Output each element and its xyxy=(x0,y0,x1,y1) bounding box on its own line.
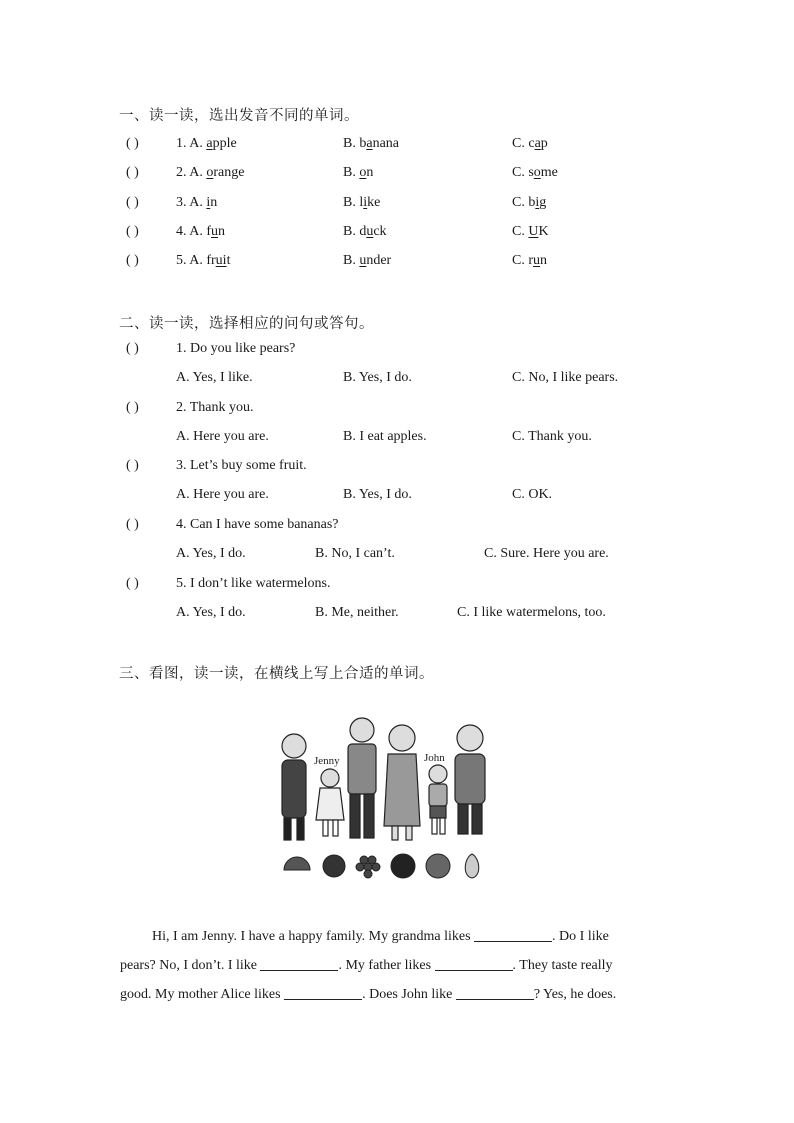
option-a-pre: f xyxy=(206,223,212,239)
answer-paren[interactable]: ( ) xyxy=(126,458,139,473)
question-number: 1. A. xyxy=(176,136,203,151)
option-c xyxy=(512,165,558,181)
option-c-post: K xyxy=(538,223,549,239)
option-b-post: nana xyxy=(372,136,399,151)
option-a: A. Yes, I do. xyxy=(176,605,246,620)
blank-5[interactable] xyxy=(456,985,534,1000)
fruit-row xyxy=(284,854,479,878)
option-a-post: t xyxy=(226,253,231,269)
answer-paren[interactable]: ( ) xyxy=(126,253,139,269)
option-a xyxy=(176,224,225,240)
option-a: A. Yes, I do. xyxy=(176,546,246,561)
option-b-underlined: u xyxy=(366,223,374,239)
orange-icon xyxy=(426,854,450,878)
option-a-underlined: ui xyxy=(215,253,227,269)
option-b-post: n xyxy=(366,165,374,181)
option-c xyxy=(512,136,548,152)
option-b xyxy=(343,136,399,152)
option-c xyxy=(512,224,549,240)
option-b xyxy=(343,195,380,211)
option-b xyxy=(343,224,387,240)
option-c-pre: C. c xyxy=(512,136,535,151)
passage-text-5: . They taste really xyxy=(512,958,613,973)
answer-paren[interactable]: ( ) xyxy=(126,517,139,532)
option-a-post: n xyxy=(218,223,226,239)
watermelon-icon xyxy=(284,857,310,870)
blank-4[interactable] xyxy=(284,985,362,1000)
option-b: B. No, I can’t. xyxy=(315,546,395,561)
answer-paren[interactable]: ( ) xyxy=(126,576,139,591)
blank-2[interactable] xyxy=(260,956,338,971)
grandma-figure xyxy=(282,734,306,840)
mother-figure xyxy=(384,725,420,840)
blank-1[interactable] xyxy=(474,927,552,942)
question-text: 4. Can I have some bananas? xyxy=(176,517,339,532)
option-b-underlined: u xyxy=(359,253,367,269)
family-illustration xyxy=(272,708,502,888)
passage-text-1: Hi, I am Jenny. I have a happy family. My grandma likes xyxy=(152,929,471,944)
option-c: C. No, I like pears. xyxy=(512,370,619,385)
strawberry-icon xyxy=(323,855,345,877)
option-c-underlined: i xyxy=(535,194,540,210)
option-a-underlined: a xyxy=(206,136,213,151)
section3-title: 三、看图，读一读，在横线上写上合适的单词。 xyxy=(119,666,434,682)
option-c: C. I like watermelons, too. xyxy=(457,605,606,620)
option-a-pre: fr xyxy=(206,253,216,269)
option-a: A. Here you are. xyxy=(176,487,269,502)
option-c: C. OK. xyxy=(512,487,553,502)
option-b-pre: B. l xyxy=(343,194,364,210)
option-a xyxy=(176,253,230,269)
question-number: 5. A. xyxy=(176,253,203,269)
apple-icon xyxy=(391,854,415,878)
question-text: 3. Let’s buy some fruit. xyxy=(176,458,307,473)
question-text: 5. I don’t like watermelons. xyxy=(176,576,331,591)
option-c-underlined: u xyxy=(533,253,540,269)
answer-paren[interactable]: ( ) xyxy=(126,194,139,210)
option-c-underlined: a xyxy=(534,136,541,151)
jenny-figure xyxy=(316,769,344,836)
option-a-underlined: i xyxy=(206,194,211,210)
option-b-underlined: o xyxy=(359,165,367,181)
option-c-pre: C. r xyxy=(512,253,533,269)
option-b-pre: B. b xyxy=(343,136,367,151)
family-drawing xyxy=(272,708,502,888)
answer-paren[interactable]: ( ) xyxy=(126,136,139,151)
option-c xyxy=(512,253,547,269)
option-c: C. Sure. Here you are. xyxy=(484,546,609,561)
option-c-underlined: o xyxy=(533,165,541,181)
option-a-underlined: o xyxy=(206,165,214,181)
passage-text-2: . Do I like xyxy=(552,929,609,944)
option-c-pre: C. xyxy=(512,223,529,239)
option-b: B. Yes, I do. xyxy=(343,370,412,385)
answer-paren[interactable]: ( ) xyxy=(126,223,139,239)
passage xyxy=(120,922,672,1009)
option-a xyxy=(176,195,217,211)
option-a: A. Here you are. xyxy=(176,429,269,444)
option-a-post: range xyxy=(213,165,245,181)
option-b: B. I eat apples. xyxy=(343,429,427,444)
passage-text-7: . Does John like xyxy=(362,987,453,1002)
label-jenny: Jenny xyxy=(314,755,340,767)
answer-paren[interactable]: ( ) xyxy=(126,165,139,181)
option-c: C. Thank you. xyxy=(512,429,592,444)
option-b xyxy=(343,165,373,181)
option-b xyxy=(343,253,391,269)
option-a: A. Yes, I like. xyxy=(176,370,253,385)
section1-title: 一、读一读，选出发音不同的单词。 xyxy=(119,108,359,124)
john-figure xyxy=(429,765,447,834)
option-b-underlined: a xyxy=(366,136,373,151)
answer-paren[interactable]: ( ) xyxy=(126,400,139,415)
answer-paren[interactable]: ( ) xyxy=(126,341,139,356)
option-a-post: pple xyxy=(212,136,237,151)
option-a xyxy=(176,165,244,181)
option-c-underlined: U xyxy=(528,223,539,239)
question-text: 2. Thank you. xyxy=(176,400,254,415)
option-b-post: ke xyxy=(367,194,381,210)
question-number: 2. A. xyxy=(176,165,203,181)
option-b-underlined: i xyxy=(363,194,368,210)
option-a xyxy=(176,136,237,152)
father-figure xyxy=(348,718,376,838)
option-c-post: p xyxy=(540,136,548,151)
option-b: B. Me, neither. xyxy=(315,605,399,620)
option-b-post: ck xyxy=(373,223,387,239)
blank-3[interactable] xyxy=(435,956,513,971)
option-c-post: me xyxy=(540,165,558,181)
grapes-icon xyxy=(356,856,380,878)
label-john: John xyxy=(424,752,445,764)
option-b-pre: B. xyxy=(343,253,360,269)
passage-text-8: ? Yes, he does. xyxy=(533,987,617,1002)
option-c xyxy=(512,195,546,211)
option-b-pre: B. d xyxy=(343,223,367,239)
passage-text-3: pears? No, I don’t. I like xyxy=(120,958,257,973)
option-b: B. Yes, I do. xyxy=(343,487,412,502)
option-b-post: nder xyxy=(366,253,392,269)
option-a-post: n xyxy=(210,194,218,210)
question-number: 3. A. xyxy=(176,194,203,210)
option-c-post: n xyxy=(540,253,547,269)
grandpa-figure xyxy=(455,725,485,834)
passage-text-4: . My father likes xyxy=(338,958,432,973)
passage-text-6: good. My mother Alice likes xyxy=(120,987,281,1002)
option-c-pre: C. b xyxy=(512,194,536,210)
option-b-pre: B. xyxy=(343,165,360,181)
option-a-underlined: u xyxy=(211,223,219,239)
pear-icon xyxy=(465,854,479,878)
option-c-post: g xyxy=(539,194,547,210)
question-number: 4. A. xyxy=(176,223,203,239)
section2-title: 二、读一读，选择相应的问句或答句。 xyxy=(119,316,374,332)
option-c-pre: C. s xyxy=(512,165,534,181)
question-text: 1. Do you like pears? xyxy=(176,341,296,356)
